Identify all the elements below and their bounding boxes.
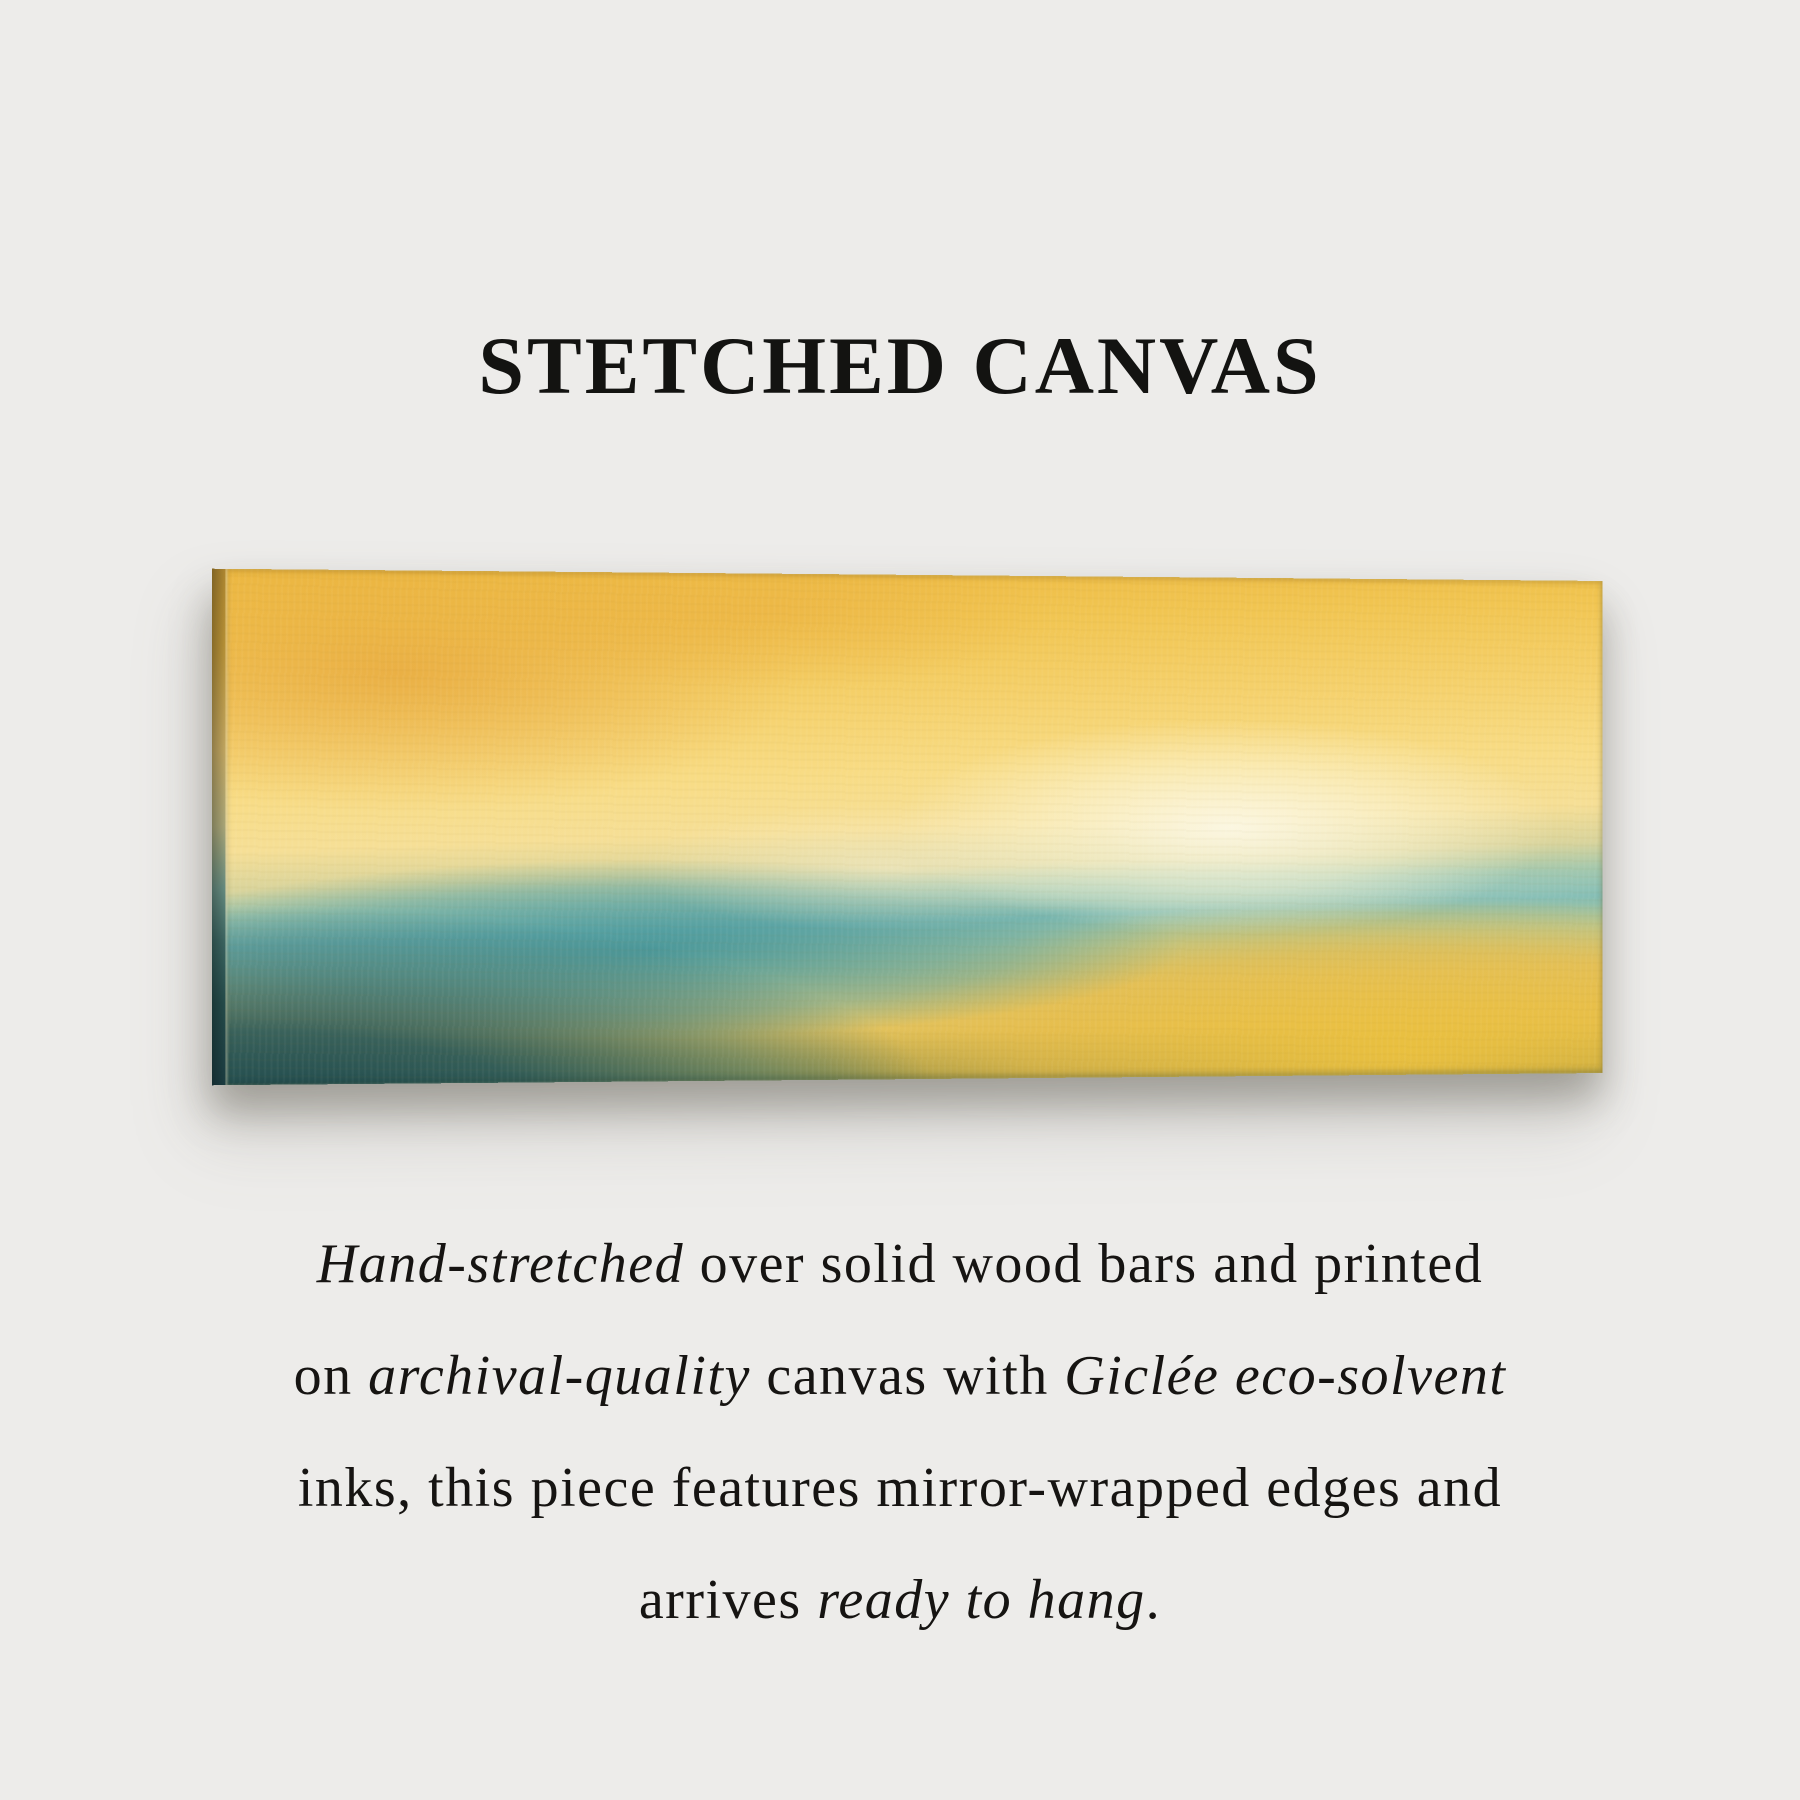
canvas-side-edge	[212, 569, 226, 1086]
canvas-mockup	[228, 575, 1620, 1079]
description-segment: over solid wood bars and printed	[684, 1233, 1484, 1295]
product-description	[0, 1208, 1800, 1656]
description-segment-italic: archival-quality	[368, 1345, 751, 1407]
description-segment: .	[1145, 1569, 1162, 1631]
description-line	[0, 1208, 1800, 1320]
description-line	[0, 1544, 1800, 1656]
description-segment-italic: Hand-stretched	[316, 1233, 685, 1295]
description-segment: canvas with	[750, 1345, 1065, 1407]
description-segment-italic: ready to hang	[817, 1569, 1146, 1631]
description-line	[0, 1320, 1800, 1432]
description-segment: inks, this piece features mirror-wrapped edges and	[297, 1457, 1503, 1519]
description-segment-italic: Giclée eco-solvent	[1064, 1345, 1507, 1407]
description-segment: on	[293, 1345, 369, 1407]
description-segment: arrives	[638, 1569, 818, 1631]
canvas-artwork	[225, 569, 1602, 1085]
description-line	[0, 1432, 1800, 1544]
stretched-canvas	[212, 569, 1603, 1086]
page-title: STETCHED CANVAS	[478, 320, 1322, 411]
